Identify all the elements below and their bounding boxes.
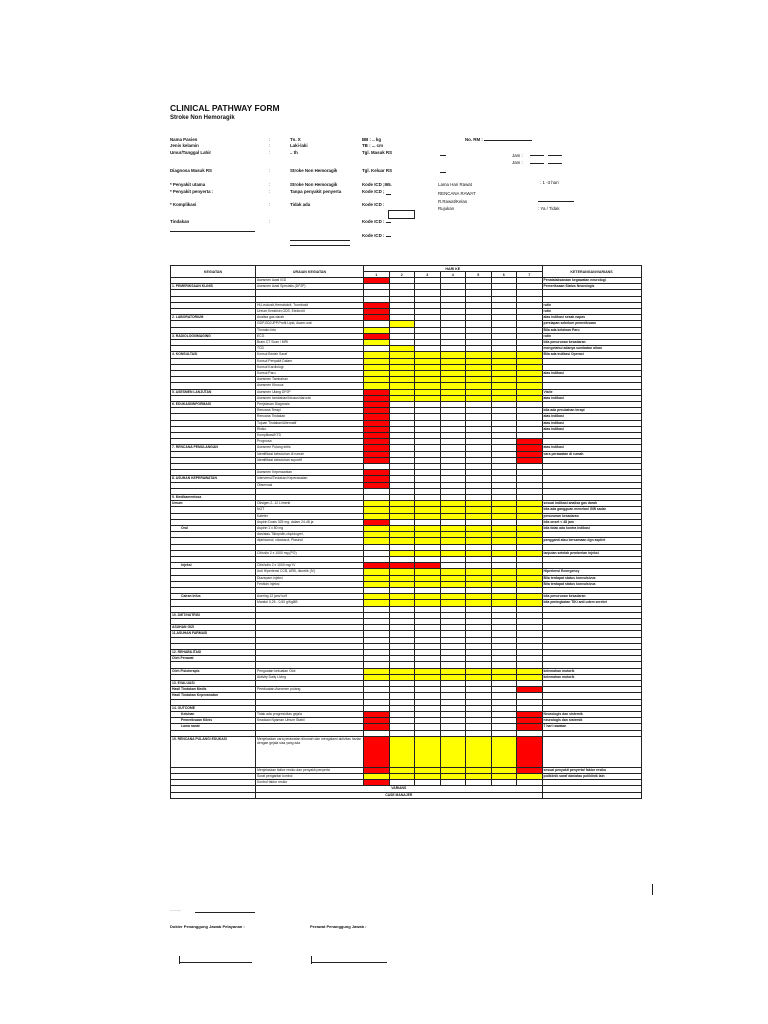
kegiatan-cell: Oral: [171, 526, 256, 532]
uraian-cell: Oksigen 2- 12 L/menit: [256, 501, 364, 507]
uraian-cell: Asesmen Pulang kritis: [256, 445, 364, 451]
day-cell[interactable]: [517, 736, 543, 767]
header-value: Tanpa penyakit penyerta: [290, 189, 342, 194]
uraian-cell: Observasi: [256, 482, 364, 488]
kegiatan-cell: Keluhan: [171, 712, 256, 718]
doctor-signature-line[interactable]: [180, 962, 252, 963]
kegiatan-cell: Oleh Perawat: [171, 656, 256, 662]
keterangan-cell: neurologis dan sistemik: [542, 718, 641, 724]
header-mid-label: Kode ICD ;: [362, 189, 385, 194]
keterangan-cell: poliklinik saraf dan/atau poliklinik lain: [542, 774, 641, 780]
uraian-cell: Rencana Tindakan: [256, 414, 364, 420]
uraian-cell: ECG: [256, 333, 364, 339]
keterangan-cell: Neurologis dan sistemik: [542, 712, 641, 718]
kegiatan-cell: Lama rawat: [171, 724, 256, 730]
header-label: Tindakan: [170, 219, 190, 224]
uraian-cell: Anti Hipertensi CCB, ARB, diuretik (IV): [256, 569, 364, 575]
nurse-signature-line[interactable]: [312, 962, 387, 963]
blank-cell: [171, 792, 256, 798]
kegiatan-cell: 5. ASESMEN LANJUTAN: [171, 389, 256, 395]
header-mid-label: BB : .. kg: [362, 137, 382, 142]
kegiatan-cell: 15. RENCANA PULANG/ EDUKASI: [171, 736, 256, 767]
nurse-label: Perawat Penanggung Jawab :: [310, 924, 367, 929]
header-value: Stroke Non Hemoragik: [290, 168, 338, 173]
jam-label: Jam :: [512, 160, 523, 165]
footer-dots: ..........: [170, 907, 182, 912]
uraian-cell: Asesmen Khusus: [256, 383, 364, 389]
uraian-cell: Fenitoin injeksi: [256, 581, 364, 587]
keterangan-cell: Bila ada kelainan Paru: [542, 327, 641, 333]
kegiatan-cell: 4. KONSULTASI: [171, 352, 256, 358]
header-underline[interactable]: [386, 222, 391, 223]
blank-cell: [542, 792, 641, 798]
keterangan-cell: rutin: [542, 302, 641, 308]
uraian-cell: Prognosa: [256, 439, 364, 445]
uraian-cell: dipiridamol, cilostazol, Plasinol: [256, 538, 364, 544]
day-header: 2: [389, 272, 415, 278]
keterangan-cell: atas indikasi: [542, 445, 641, 451]
uraian-cell: Aktivity Daily Living: [256, 674, 364, 680]
doctor-label: Dokter Penanggung Jawab Pelayanan :: [170, 924, 245, 929]
header-label: * Penyakit penyerta :: [170, 189, 214, 194]
header-mid-label: Kode ICD ;I65.: [362, 182, 392, 187]
keterangan-cell: lanjutan setelah pemberian injeksi: [542, 550, 641, 556]
uraian-cell: NGT: [256, 507, 364, 513]
header-colon: :: [269, 219, 271, 224]
uraian-cell: Manitol 0,25 - 0,50 g/KgBB: [256, 600, 364, 606]
header-value: Stroke Non Hemoragik: [290, 182, 338, 187]
uraian-cell: Brain CT Scan / MRI: [256, 340, 364, 346]
day-header: 5: [466, 272, 492, 278]
header-label: Nama Pasien: [170, 137, 198, 142]
keterangan-cell: Bila ada indikasi Operasi: [542, 352, 641, 358]
day-cell[interactable]: [466, 736, 492, 767]
header-label: * Komplikasi: [170, 202, 197, 207]
kegiatan-cell: Cairan Infus: [171, 594, 256, 600]
no-rm-label: No. RM :: [465, 137, 483, 142]
uraian-cell: Diazepam injeksi: [256, 575, 364, 581]
day-header: 1: [364, 272, 390, 278]
header-value: .. th: [290, 150, 298, 155]
day-cell[interactable]: [440, 736, 466, 767]
header-underline[interactable]: [538, 201, 574, 202]
table-row: [171, 736, 642, 767]
kegiatan-cell: 1. PEMERIKSAAN KLINIS: [171, 284, 256, 290]
keterangan-cell: pengganti atau bersamaan dgn aspilet: [542, 538, 641, 544]
uraian-cell: Menjelaskan cara perawatan dirumah dan mengalami aktivitas harian dengan gejala sisa yang ada: [256, 736, 364, 767]
day-cell[interactable]: [491, 736, 517, 767]
uraian-cell: Penjelasan Diagnosis: [256, 402, 364, 408]
header-underline[interactable]: [386, 236, 391, 237]
uraian-cell: Asesmen Tambahan: [256, 377, 364, 383]
uraian-cell: Risiko: [256, 426, 364, 432]
keterangan-cell: atas indikasi: [542, 426, 641, 432]
header-underline[interactable]: [530, 155, 544, 156]
header-value: Laki-laki: [290, 143, 308, 148]
form-subtitle: Stroke Non Hemoragik: [170, 115, 235, 121]
header-label: * Penyakit utama: [170, 182, 206, 187]
varians-label: VARIANS: [256, 786, 543, 792]
header-mid-label: Kode ICD :: [362, 233, 385, 238]
keterangan-cell: Penatalaksanaan kegawatan neurologi: [542, 278, 641, 284]
uraian-cell: Menjelaskan faktor resiko dan penyakit penyerta: [256, 767, 364, 773]
uraian-cell: Pembuatan Asesmen pulang: [256, 687, 364, 693]
keterangan-cell: atas indikasi: [542, 371, 641, 377]
kegiatan-cell: Umum: [171, 501, 256, 507]
uraian-cell: Keadaan Nyaman Umum Stabil: [256, 718, 364, 724]
kegiatan-cell: Oleh Fisioterapis: [171, 668, 256, 674]
header-value: Tidak ada: [290, 202, 311, 207]
keterangan-cell: Visite: [542, 389, 641, 395]
keterangan-cell: persiapan sebelum pemeriksaan: [542, 321, 641, 327]
kegiatan-cell: 14. OUTCOME: [171, 705, 256, 711]
kegiatan-cell: Injeksi: [171, 563, 256, 569]
kegiatan-cell: 6. EDUKASI/INFORMASI: [171, 402, 256, 408]
keterangan-cell: Bila terdapat status konvulsivus: [542, 581, 641, 587]
keterangan-cell: kelemahan motorik: [542, 674, 641, 680]
case-manager-label: CASE MANAJER: [256, 792, 543, 798]
uraian-cell: Asesmen tambahan/khusus/darurat: [256, 395, 364, 401]
header-underline[interactable]: [290, 240, 350, 241]
uraian-cell: Ht,Leukosit,Hematokrit, Trombosit: [256, 302, 364, 308]
keterangan-cell: cara perawatan di rumah: [542, 451, 641, 457]
uraian-cell: Asesmen Ulang DPJP: [256, 389, 364, 395]
keterangan-cell: bila penurunan kesadaran: [542, 594, 641, 600]
uraian-cell: Analisa gas darah: [256, 315, 364, 321]
kegiatan-cell: 11.ASUHAN FARMASI: [171, 631, 256, 637]
header-mid-label: Tgl. Keluar RS: [362, 168, 393, 173]
keterangan-cell: bila tidak ada kontra indikasi: [542, 526, 641, 532]
keterangan-cell: sesuai indikasi analisa gas darah: [542, 501, 641, 507]
uraian-cell: Citicholin 2 x 1000 mg/ IV: [256, 563, 364, 569]
keterangan-cell: bila onset < 48 jam: [542, 519, 641, 525]
uraian-cell: dan/atau Tiklopidin,clopidogrel,: [256, 532, 364, 538]
nurse-bracket: [311, 956, 312, 964]
uraian-cell: Penguatan kekuatan Otot: [256, 668, 364, 674]
keterangan-cell: bila ada perubahan terapi: [542, 408, 641, 414]
keterangan-cell: mengetahui adanya sumbatan aliran: [542, 346, 641, 352]
uraian-cell: Aspirin Dosis 325 mg, dalam 24-48 ja: [256, 519, 364, 525]
header-mid-label: Kode ICD :: [362, 202, 385, 207]
uraian-cell: Ureum,Kreatinin,GDS, Elektrolit: [256, 308, 364, 314]
footer-line: [195, 912, 255, 913]
header-underline[interactable]: [484, 140, 532, 141]
day-header: 7: [517, 272, 543, 278]
uraian-cell: Asesmen Keperawatan: [256, 470, 364, 476]
header-underline[interactable]: [440, 155, 446, 156]
day-cell[interactable]: [415, 736, 441, 767]
uraian-cell: Aspirin 1 x 80 mg: [256, 526, 364, 532]
header-underline[interactable]: [170, 231, 255, 232]
icd-box[interactable]: [388, 210, 415, 219]
day-cell[interactable]: [389, 736, 415, 767]
kegiatan-cell: 10. DIET/NUTRISI: [171, 612, 256, 618]
header-value: Tn. X: [290, 137, 301, 142]
header-colon: :: [269, 143, 271, 148]
uraian-cell: Komplikasi/KTD: [256, 433, 364, 439]
header-underline[interactable]: [548, 163, 562, 164]
header-label: Jenis kelamin: [170, 143, 199, 148]
uraian-cell: Asesmen Awal Spesialis (DPJP): [256, 284, 364, 290]
kegiatan-cell: 8. ASUHAN KEPERAWATAN: [171, 476, 256, 482]
keterangan-cell: bila ada gangguan menelan/ GIB sadar: [542, 507, 641, 513]
header-colon: :: [269, 182, 271, 187]
kegiatan-cell: Hasil Tindakan Keperawatan: [171, 693, 256, 699]
kegiatan-cell: ASUHAN GIZI: [171, 625, 256, 631]
rujukan-value: : Ya / Tidak: [538, 206, 560, 211]
uraian-cell: Kontrol faktor resiko: [256, 780, 364, 786]
header-label: Diagnosa Masuk RS: [170, 168, 212, 173]
lama-rawat-label: Lama Hari Rawat: [438, 182, 472, 187]
keterangan-cell: bila penurunan kesadaran: [542, 340, 641, 346]
uraian-cell: Konsul Paru: [256, 371, 364, 377]
header-colon: :: [269, 189, 271, 194]
header-underline[interactable]: [440, 172, 446, 173]
table-row: [171, 792, 642, 798]
day-cell[interactable]: [364, 736, 390, 767]
uraian-cell: Thorako foto: [256, 327, 364, 333]
uraian-cell: Konsul Bedah Saraf: [256, 352, 364, 358]
kegiatan-cell: 3. RADIOLOGI/IMAGING: [171, 333, 256, 339]
day-header: 3: [415, 272, 441, 278]
header-label: Umur/Tanggal Lahir: [170, 150, 212, 155]
uraian-cell: Asering 12 jam/ kolf: [256, 594, 364, 600]
uraian-cell: Surat pengantar kontrol: [256, 774, 364, 780]
uraian-cell: GDP,GD2JPP,Profil Lipid, Asam urat: [256, 321, 364, 327]
kegiatan-cell: 7. RENCANA PEMULANGAN: [171, 445, 256, 451]
uraian-cell: Konsul Penyakit Dalam: [256, 358, 364, 364]
col-hari: HARI KE: [364, 266, 543, 272]
uraian-cell: Asesmen Awal IGD: [256, 278, 364, 284]
header-colon: :: [269, 137, 271, 142]
header-underline[interactable]: [530, 163, 544, 164]
kelas-label: R.Rawat/Kelas: [438, 199, 468, 204]
kegiatan-cell: Pemeriksaan Klinis: [171, 718, 256, 724]
uraian-cell: Konsul Kardiologi: [256, 364, 364, 370]
uraian-cell: Identifikasi kebutuhan suportif: [256, 457, 364, 463]
uraian-cell: Intervensi/Tindakan Keperawatan: [256, 476, 364, 482]
pathway-table: [170, 265, 642, 799]
keterangan-cell: penurunan kesadaran: [542, 513, 641, 519]
header-mid-label: Tgl. Masuk RS: [362, 150, 393, 155]
keterangan-cell: atas indikasi sesak napas: [542, 315, 641, 321]
doctor-bracket: [179, 956, 180, 964]
keterangan-cell: bila peningkatan TIK/ anti udem serebri: [542, 600, 641, 606]
header-mid-label: TB : ... cm: [362, 143, 383, 148]
uraian-cell: Citicolin 2 x 1000 mg (PO): [256, 550, 364, 556]
rujukan-label: Rujukan: [438, 206, 455, 211]
keterangan-cell: rutin: [542, 308, 641, 314]
margin-mark: [652, 884, 653, 895]
header-mid-label: Kode ICD :: [362, 219, 385, 224]
uraian-cell: Tujuan Tindakan/Alternatif: [256, 420, 364, 426]
col-kegiatan: KEGIATAN: [171, 266, 256, 278]
header-colon: :: [269, 168, 271, 173]
header-underline[interactable]: [548, 155, 562, 156]
keterangan-cell: atas indikasi: [542, 414, 641, 420]
header-colon: :: [269, 202, 271, 207]
keterangan-cell: atas indikasi: [542, 420, 641, 426]
keterangan-cell: Bila terdapat status konvulsivus: [542, 575, 641, 581]
col-keterangan: KETERANGAN/VARIANS: [542, 266, 641, 278]
kegiatan-cell: Hasil Tindakan Medis: [171, 687, 256, 693]
keterangan-cell: sesuai penyakit penyerta/ faktor resiko: [542, 767, 641, 773]
kegiatan-cell: 2. LABORATORIUM: [171, 315, 256, 321]
col-uraian: URAIAN KEGIATAN: [256, 266, 364, 278]
uraian-cell: Kateter: [256, 513, 364, 519]
uraian-cell: Identifikasi kebutuhan di rumah: [256, 451, 364, 457]
keterangan-cell: kelemahan motorik: [542, 668, 641, 674]
uraian-cell: TCD: [256, 346, 364, 352]
uraian-cell: Tidak ada progresivitas gejala: [256, 712, 364, 718]
header-underline[interactable]: [386, 194, 391, 195]
day-header: 6: [491, 272, 517, 278]
keterangan-cell: [542, 736, 641, 767]
rencana-rawat-label: RENCANA RAWAT: [438, 191, 476, 196]
keterangan-cell: atas indikasi: [542, 395, 641, 401]
keterangan-cell: Pemeriksaan Status Neurologis: [542, 284, 641, 290]
uraian-cell: Rencana Terapi: [256, 408, 364, 414]
kegiatan-cell: 13. EVALUASI: [171, 681, 256, 687]
header-colon: :: [269, 150, 271, 155]
form-title: CLINICAL PATHWAY FORM: [170, 103, 280, 113]
keterangan-cell: Hipertensi Emergency: [542, 569, 641, 575]
keterangan-cell: 7 hari rawatan: [542, 724, 641, 730]
day-header: 4: [440, 272, 466, 278]
jam-label: Jam :: [512, 153, 523, 158]
header-underline[interactable]: [290, 245, 350, 246]
kegiatan-cell: 9. Medikamentosa: [171, 495, 256, 501]
kegiatan-cell: 12. REHABILITASI: [171, 650, 256, 656]
lama-rawat-value: : 1 -3 hari: [540, 180, 559, 185]
keterangan-cell: rutin: [542, 333, 641, 339]
